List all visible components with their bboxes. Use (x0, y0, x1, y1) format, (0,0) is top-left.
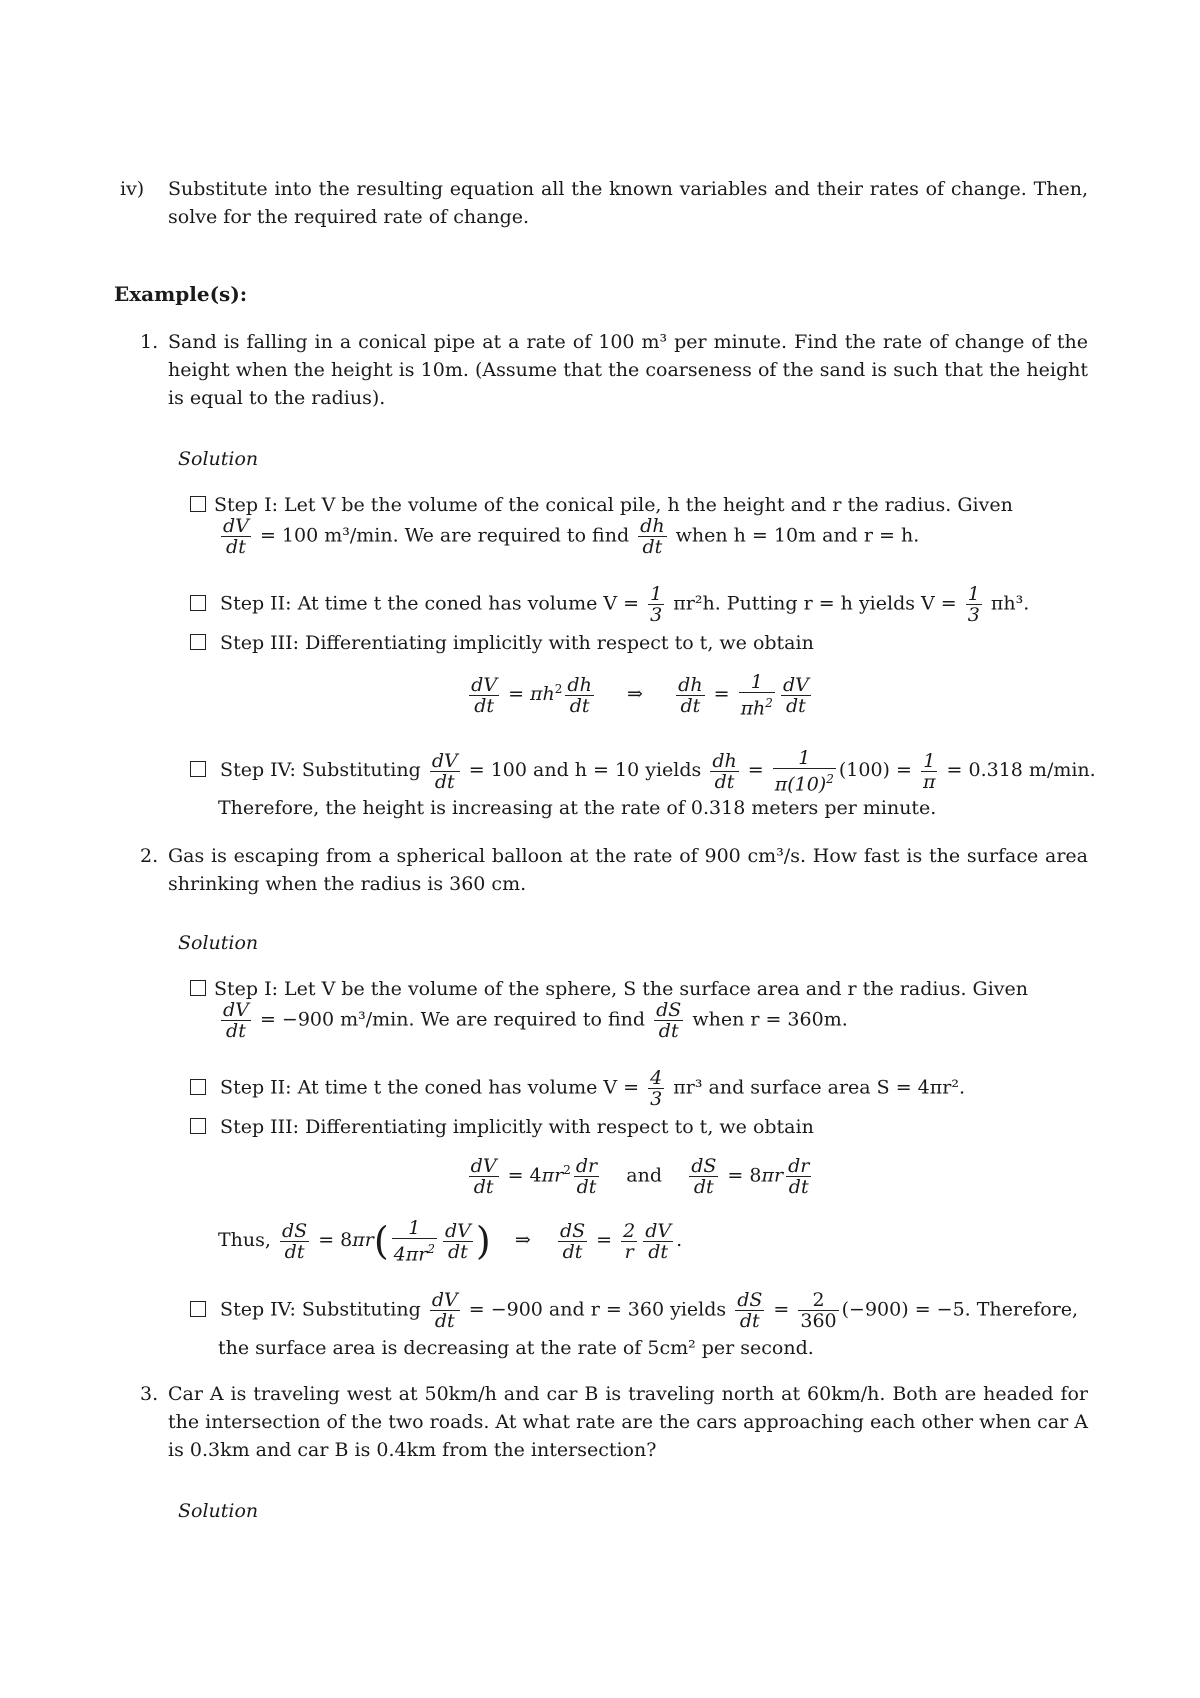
ex1-step4: Step IV: Substituting $\frac{dV}{dt}$ = 100 and h = 10 yields $\frac{dh}{dt}$ = $\frac{1}{\pi(10)^2}$ (100) = $\frac{1}{\pi}$ = 0.318 m/min. (190, 748, 1110, 794)
ex1-solution-label: Solution (178, 448, 259, 470)
ex2-step1-text-c: when r = 360m. (692, 1008, 848, 1031)
ex3-number: 3. (140, 1383, 159, 1405)
ex1-step2-text-b: πr²h. Putting r = h yields V = (673, 592, 957, 615)
ex1-problem: Sand is falling in a conical pipe at a rate of 100 m³ per minute. Find the rate of change of the height when the height is 10m. (Assume that the coarseness of the sand is such that the height is equal to the radius). (168, 331, 1088, 409)
ex2-step4-text-c: (−900) = −5. Therefore, (841, 1298, 1079, 1321)
ex2-step2: Step II: At time t the coned has volume V = $\frac{4}{3}$ πr³ and surface area S = 4πr². (190, 1068, 1090, 1109)
ex1-step2-text-c: πh³. (990, 592, 1030, 615)
ex2-step4-text-b: = −900 and r = 360 yields (468, 1298, 727, 1321)
ex2-step2-text-a: Step II: At time t the coned has volume V = (220, 1076, 640, 1099)
checkbox-icon (190, 980, 206, 996)
ex2-step3 (190, 1116, 1090, 1138)
ex2-thus-equation: Thus, $\frac{dS}{dt}$ = 8πr( $\frac{1}{4\pi r^2}$ $\frac{dV}{dt}$ ) ⇒ $\frac{dS}{dt}$ = $\frac{2}{r}$ $\frac{dV}{dt}$ . (218, 1217, 683, 1266)
ex3-problem: Car A is traveling west at 50km/h and car B is traveling north at 60km/h. Both are headed for the intersection of the two roads. At what rate are the cars approaching each other when car A is 0.3km and car B is 0.4km from the intersection? (168, 1383, 1088, 1461)
and-word: and (626, 1164, 663, 1187)
ex2-step4: Step IV: Substituting $\frac{dV}{dt}$ = −900 and r = 360 yields $\frac{dS}{dt}$ = $\frac{2}{360}$ (−900) = −5. Therefore, (190, 1290, 1110, 1331)
ex1-step1-text-b: = 100 m³/min. We are required to find (259, 524, 630, 547)
ex1-step4-text-d: = 0.318 m/min. (946, 759, 1096, 782)
step-iv-text: Substitute into the resulting equation all the known variables and their rates of change. Then, solve for the required rate of change. (168, 178, 1088, 228)
ex1-step4-text-a: Step IV: Substituting (220, 759, 421, 782)
ex2-differentiated-equations: $\frac{dV}{dt}$ = $4\pi r^2$ $\frac{dr}{dt}$ and $\frac{dS}{dt}$ = 8πr $\frac{dr}{dt}$ (470, 1155, 810, 1198)
ex1-step1-text-c: when h = 10m and r = h. (675, 524, 920, 547)
ex1-step4-text-b: = 100 and h = 10 yields (468, 759, 702, 782)
ex2-conclusion: the surface area is decreasing at the rate of 5cm² per second. (218, 1337, 814, 1359)
checkbox-icon (190, 1118, 206, 1134)
ex2-step3-text: Step III: Differentiating implicitly with respect to t, we obtain (220, 1116, 814, 1138)
ex2-number: 2. (140, 845, 159, 867)
ex1-step2-text-a: Step II: At time t the coned has volume V = (220, 592, 640, 615)
ex1-step4-text-c: (100) = (838, 759, 912, 782)
ex3-solution-label: Solution (178, 1500, 259, 1522)
checkbox-icon (190, 1301, 206, 1317)
ex2-step1-text-b: = −900 m³/min. We are required to find (259, 1008, 646, 1031)
ex2-step4-text-a: Step IV: Substituting (220, 1298, 421, 1321)
checkbox-icon (190, 595, 206, 611)
one-third-fraction: $\frac{1}{3}$ (967, 583, 980, 626)
checkbox-icon (190, 761, 206, 777)
ex1-number: 1. (140, 331, 159, 353)
ex1-differentiated-equation: $\frac{dV}{dt}$ = $\pi h^2$ $\frac{dh}{dt}$ ⇒ $\frac{dh}{dt}$ = $\frac{1}{\pi h^2}$ $\frac{dV}{dt}$ (471, 671, 809, 720)
thus-word: Thus, (218, 1229, 271, 1252)
ex2-step1: Step I: Let V be the volume of the sphere, S the surface area and r the radius. Given $\frac{dV}{dt}$ = −900 m³/min. We are required to find $\frac{dS}{dt}$ when r = 360m. (190, 978, 1090, 1041)
ex1-step2 (190, 584, 1090, 625)
checkbox-icon (190, 1079, 206, 1095)
ex1-step3 (190, 632, 1090, 654)
ex1-conclusion: Therefore, the height is increasing at the rate of 0.318 meters per minute. (218, 797, 937, 819)
ex1-step1 (190, 494, 1090, 557)
ex2-step1-text-a: Step I: Let V be the volume of the sphere, S the surface area and r the radius. Given (214, 978, 1029, 1000)
ex1-step1-text-a: Step I: Let V be the volume of the conical pile, h the height and r the radius. Given (214, 494, 1013, 516)
ex1-step3-text: Step III: Differentiating implicitly with respect to t, we obtain (220, 632, 814, 654)
step-iv-label: iv) (120, 178, 145, 200)
checkbox-icon (190, 496, 206, 512)
ex2-problem: Gas is escaping from a spherical balloon at the rate of 900 cm³/s. How fast is the surface area shrinking when the radius is 360 cm. (168, 845, 1088, 895)
checkbox-icon (190, 634, 206, 650)
examples-heading: Example(s): (114, 282, 248, 306)
ex2-step2-text-b: πr³ and surface area S = 4πr². (673, 1076, 965, 1099)
dV-dt-fraction: $\frac{dV}{dt}$ (223, 515, 249, 558)
ex2-solution-label: Solution (178, 932, 259, 954)
dh-dt-fraction: $\frac{dh}{dt}$ (640, 515, 665, 558)
one-third-fraction: $\frac{1}{3}$ (650, 583, 663, 626)
